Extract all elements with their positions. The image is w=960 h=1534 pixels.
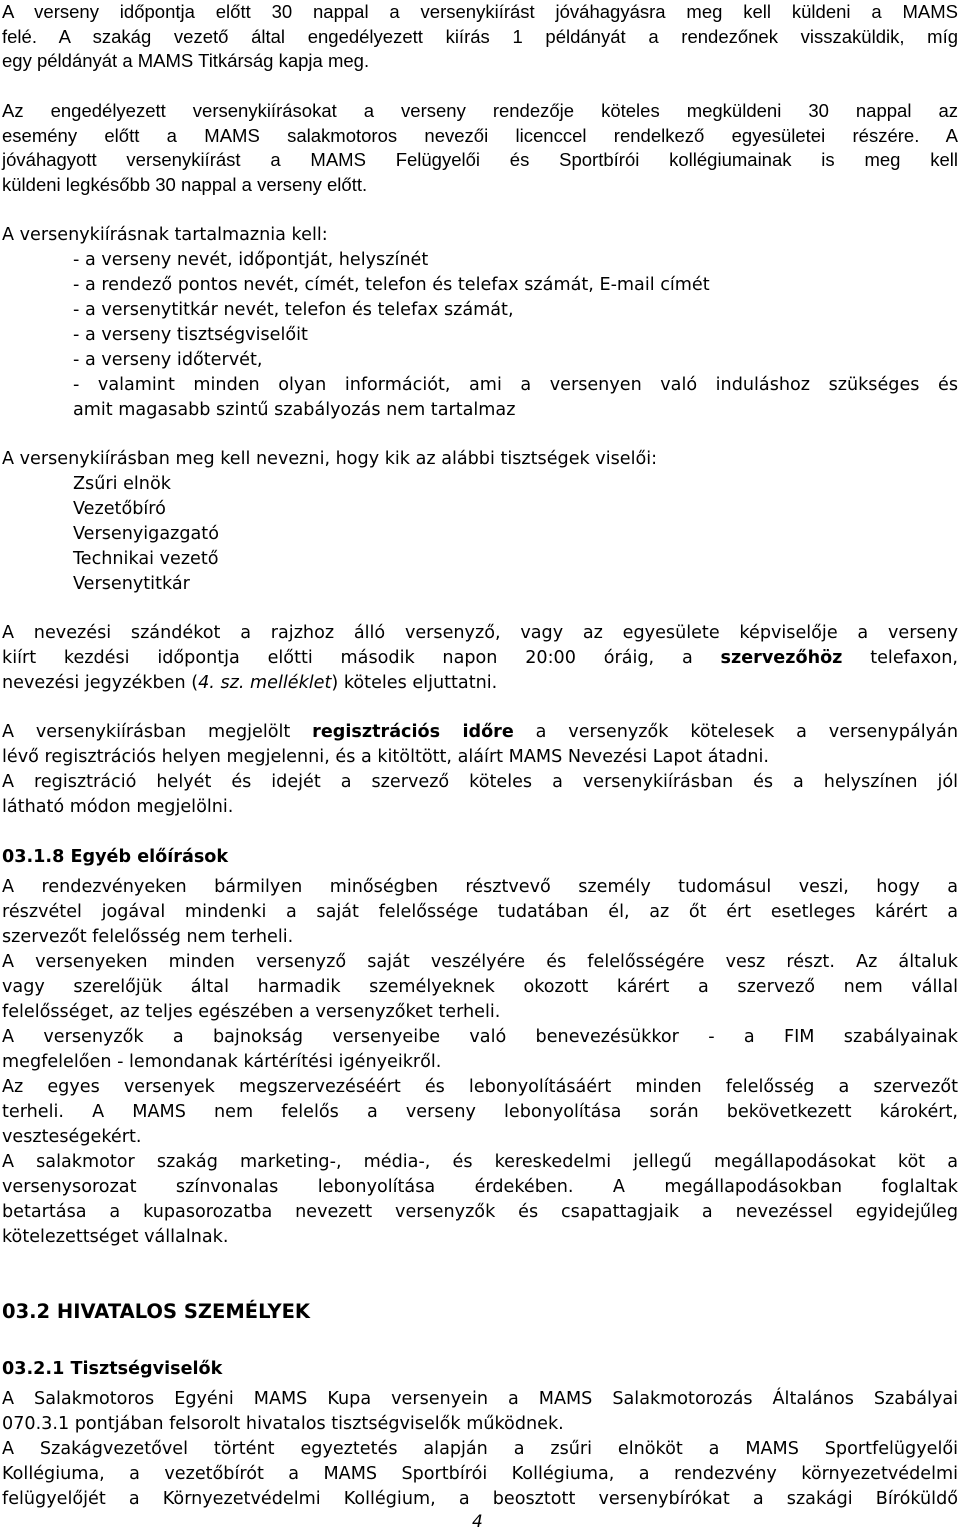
list-item: - valamint minden olyan információt, ami a versenyen való induláshoz szükséges és: [73, 375, 958, 395]
list-item: - a verseny tisztségviselőit: [73, 325, 308, 345]
list-item: Technikai vezető: [73, 549, 219, 569]
text-line: A regisztráció helyét és idejét a szervező köteles a versenykiírásban és a helyszínen jól: [2, 772, 958, 792]
text-line: terheli. A MAMS nem felelős a verseny lebonyolítása során bekövetkezett károkért,: [2, 1102, 958, 1122]
list-item: - a verseny nevét, időpontját, helyszínét: [73, 250, 429, 270]
text-line: kiírt kezdési időpontja előtti második napon 20:00 óráig, a szervezőhöz telefaxon,: [2, 648, 958, 668]
text-line: A Szakágvezetővel történt egyeztetés alapján a zsűri elnököt a MAMS Sportfelügyelői: [2, 1439, 958, 1459]
text-line: 070.3.1 pontjában felsorolt hivatalos tisztségviselők működnek.: [2, 1414, 564, 1434]
text-line: Az engedélyezett versenykiírásokat a verseny rendezője köteles megküldeni 30 nappal az: [2, 100, 958, 121]
text-line: megfelelően - lemondanak kártérítési igényeikről.: [2, 1052, 442, 1072]
text-line: esemény előtt a MAMS salakmotoros nevezői licenccel rendelkező egyesületei részére. A: [2, 124, 958, 146]
officials-paragraph: [2, 1387, 958, 1512]
text-line: felé. A szakág vezető által engedélyezett kiírás 1 példányát a rendezőnek visszaküldik, míg: [2, 25, 958, 47]
contents-intro: A versenykiírásnak tartalmaznia kell:: [2, 225, 328, 245]
list-item: Versenyigazgató: [73, 524, 219, 544]
text-line: betartása a kupasorozatba nevezett versenyzők és csapattagjaik a nevezéssel egyidejűleg: [2, 1202, 958, 1222]
text-line: versenysorozat színvonalas lebonyolítása érdekében. A megállapodásokban foglaltak: [2, 1177, 958, 1197]
text-line: A salakmotor szakág marketing-, média-, és kereskedelmi jellegű megállapodásokat köt a: [2, 1152, 958, 1172]
text-line: látható módon megjelölni.: [2, 797, 234, 817]
text-line: küldeni legkésőbb 30 nappal a verseny előtt.: [2, 173, 368, 195]
entry-paragraph: [2, 621, 958, 696]
officials-intro: A versenykiírásban meg kell nevezni, hogy kik az alábbi tisztségek viselői:: [2, 449, 658, 469]
text-line: veszteségekért.: [2, 1127, 142, 1147]
list-item: Vezetőbíró: [73, 499, 166, 519]
approved-paragraph: [2, 99, 958, 197]
text-line: felelősséget, az teljes egészében a versenyzőket terheli.: [2, 1002, 501, 1022]
text-line: jóváhagyott versenykiírást a MAMS Felügyelői és Sportbírói kollégiumainak is meg kell: [2, 149, 958, 170]
text-line: Az egyes versenyek megszervezéséért és lebonyolításáért minden felelősség a szervezőt: [2, 1077, 958, 1097]
text-line: vagy szerelőjük által harmadik személyeknek okozott kárért a szervező nem vállal: [2, 977, 958, 997]
chapter-heading: 03.2 HIVATALOS SZEMÉLYEK: [2, 1300, 311, 1323]
text-line: részvétel jogával mindenki a saját felelőssége tudatában él, az őt ért esetleges kárért a: [2, 902, 958, 922]
subsection-heading: 03.2.1 Tisztségviselők: [2, 1359, 223, 1379]
text-line: egy példányát a MAMS Titkárság kapja meg.: [2, 50, 370, 71]
text-line: szervezőt felelősség nem terheli.: [2, 927, 294, 947]
other-rules-paragraph: [2, 875, 958, 1250]
list-item: - a versenytitkár nevét, telefon és telefax számát,: [73, 300, 514, 320]
section-heading: 03.1.8 Egyéb előírások: [2, 847, 229, 867]
text-line: A versenyzők a bajnokság versenyeibe való benevezésükkor - a FIM szabályainak: [2, 1027, 958, 1047]
intro-paragraph: [2, 0, 958, 74]
list-item: amit magasabb szintű szabályozás nem tartalmaz: [73, 400, 516, 420]
text-line: A versenyeken minden versenyző saját veszélyére és felelősségére vesz részt. Az általuk: [2, 952, 958, 972]
contents-last-item: [73, 373, 958, 423]
text-line: A Salakmotoros Egyéni MAMS Kupa versenyein a MAMS Salakmotorozás Általános Szabályai: [2, 1389, 958, 1409]
text-line: A rendezvényeken bármilyen minőségben résztvevő személy tudomásul veszi, hogy a: [2, 877, 958, 897]
list-item: - a verseny időtervét,: [73, 350, 263, 370]
contents-list: [73, 248, 710, 373]
text-line: A versenykiírásban megjelölt regisztrációs időre a versenyzők kötelesek a versenypályán: [2, 722, 958, 742]
list-item: Zsűri elnök: [73, 474, 171, 494]
list-item: - a rendező pontos nevét, címét, telefon és telefax számát, E-mail címét: [73, 275, 710, 295]
text-line: lévő regisztrációs helyen megjelenni, és a kitöltött, aláírt MAMS Nevezési Lapot átadni.: [2, 747, 770, 767]
text-line: felügyelőjét a Környezetvédelmi Kollégium, a beosztott versenybírókat a szakági Bíróküldő: [2, 1489, 958, 1509]
text-line: A nevezési szándékot a rajzhoz álló versenyző, vagy az egyesülete képviselője a verseny: [2, 623, 958, 643]
text-line: kötelezettséget vállalnak.: [2, 1227, 229, 1247]
text-line: Kollégiuma, a vezetőbírót a MAMS Sportbírói Kollégiuma, a rendezvény környezetvédelmi: [2, 1464, 958, 1484]
officials-list: [73, 472, 219, 597]
text-line: A verseny időpontja előtt 30 nappal a versenykiírást jóváhagyásra meg kell küldeni a MAMS: [2, 1, 958, 22]
text-line: nevezési jegyzékben (4. sz. melléklet) köteles eljuttatni.: [2, 673, 498, 693]
page-number: 4: [472, 1512, 483, 1532]
list-item: Versenytitkár: [73, 574, 190, 594]
registration-paragraph: [2, 720, 958, 820]
